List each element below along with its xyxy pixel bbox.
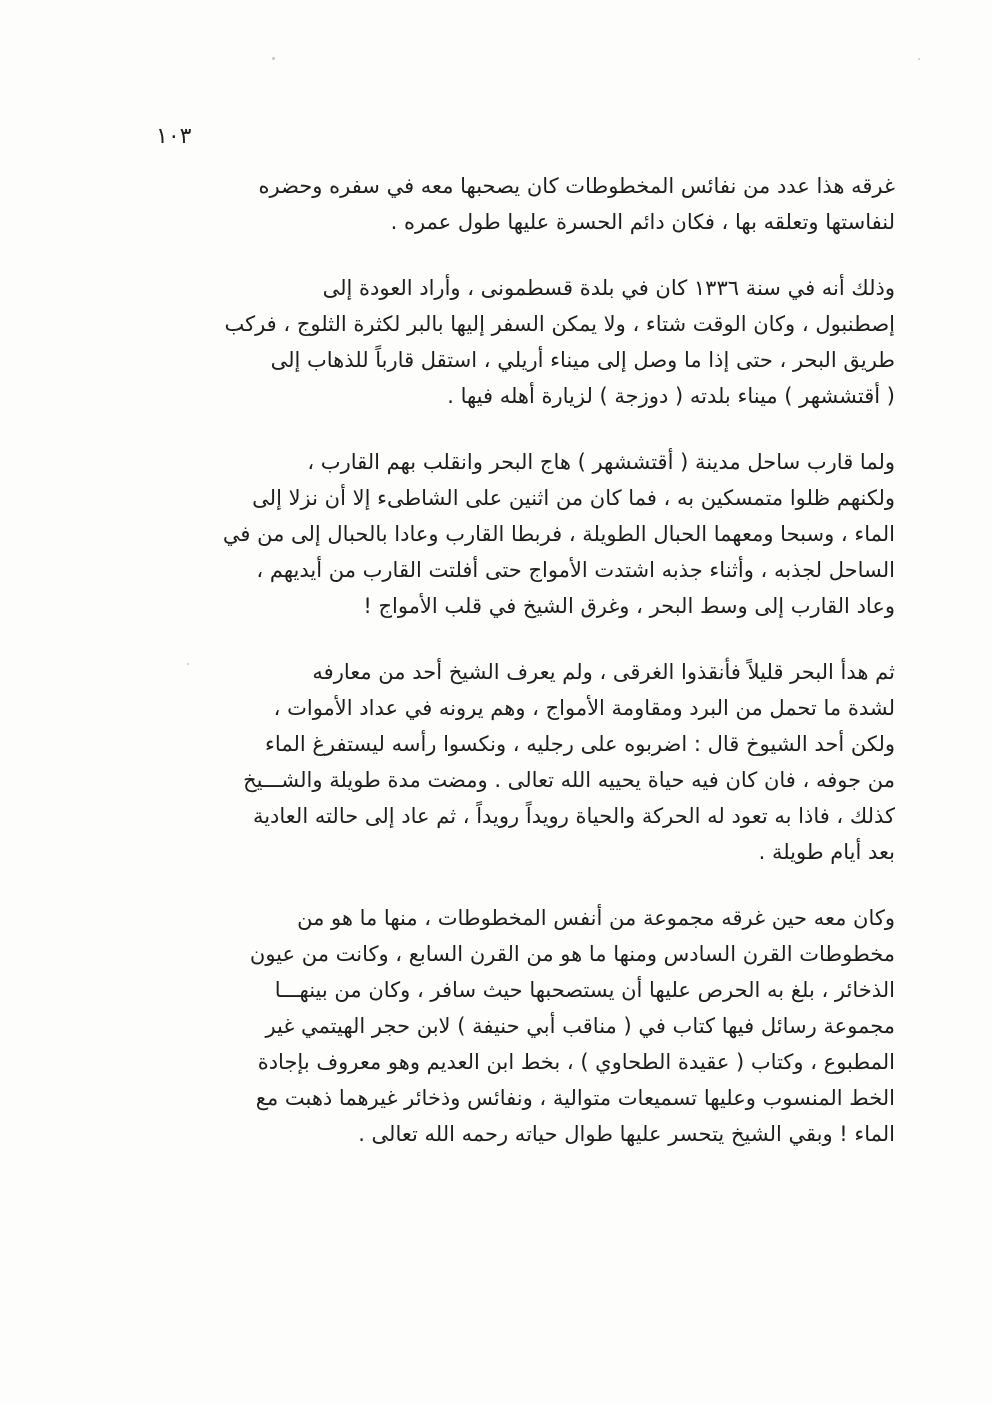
text-line: ولكنهم ظلوا متمسكين به ، فما كان من اثنين على الشاطىء إلا أن نزلا إلى [252,486,895,510]
body-text [155,168,895,1152]
text-line: إصطنبول ، وكان الوقت شتاء ، ولا يمكن السفر إليها بالبر لكثرة الثلوج ، فركب [224,312,895,336]
text-line: ولكن أحد الشيوخ قال : اضربوه على رجليه ، ونكسوا رأسه ليستفرغ الماء [265,732,895,756]
paragraph-2 [155,270,895,414]
text-line: ثم هدأ البحر قليلاً فأنقذوا الغرقى ، ولم يعرف الشيخ أحد من معارفه [312,660,895,684]
text-line: مخطوطات القرن السادس ومنها ما هو من القرن السابع ، وكانت من عيون [249,942,895,966]
text-line: ولما قارب ساحل مدينة ( أقتششهر ) هاج البحر وانقلب بهم القارب ، [307,450,895,474]
text-line: طريق البحر ، حتى إذا ما وصل إلى ميناء أريلي ، استقل قارباً للذهاب إلى [270,348,895,372]
scan-speck [272,57,275,60]
text-line: الماء ، وسبحا ومعهما الحبال الطويلة ، فربطا القارب وعادا بالحبال إلى من في [222,522,895,546]
text-line: غرقه هذا عدد من نفائس المخطوطات كان يصحبها معه في سفره وحضره [258,174,895,198]
text-line: وعاد القارب إلى وسط البحر ، وغرق الشيخ في قلب الأمواج ! [363,594,895,618]
paragraph-1 [155,168,895,240]
text-line: من جوفه ، فان كان فيه حياة يحييه الله تعالى . ومضت مدة طويلة والشـــيخ [243,768,895,792]
text-line: وذلك أنه في سنة ١٣٣٦ كان في بلدة قسطمونى ، وأراد العودة إلى [322,276,895,300]
text-line: لشدة ما تحمل من البرد ومقاومة الأمواج ، وهم يرونه في عداد الأموات ، [273,696,895,720]
text-line: الذخائر ، بلغ به الحرص عليها أن يستصحبها حيث سافر ، وكان من بينهـــا [274,978,895,1002]
text-line: لنفاستها وتعلقه بها ، فكان دائم الحسرة عليها طول عمره . [390,210,895,234]
page-number: ١٠٣ [156,124,192,149]
paragraph-4 [155,654,895,870]
text-line: ( أقتششهر ) ميناء بلدته ( دوزجة ) لزيارة أهله فيها . [447,384,895,408]
text-line: الماء ! وبقي الشيخ يتحسر عليها طوال حياته رحمه الله تعالى . [358,1122,895,1146]
text-line: الخط المنسوب وعليها تسميعات متوالية ، ونفائس وذخائر غيرهما ذهبت مع [255,1086,895,1110]
text-line: وكان معه حين غرقه مجموعة من أنفس المخطوطات ، منها ما هو من [297,906,895,930]
text-line: بعد أيام طويلة . [758,840,895,864]
paragraph-5 [155,900,895,1152]
text-line: مجموعة رسائل فيها كتاب في ( مناقب أبي حنيفة ) لابن حجر الهيتمي غير [265,1014,895,1038]
paragraph-3 [155,444,895,624]
scan-speck [918,58,920,60]
text-line: الساحل لجذبه ، وأثناء جذبه اشتدت الأمواج حتى أفلتت القارب من أيديهم ، [256,558,895,582]
text-line: المطبوع ، وكتاب ( عقيدة الطحاوي ) ، بخط ابن العديم وهو معروف بإجادة [257,1050,895,1074]
text-line: كذلك ، فاذا به تعود له الحركة والحياة رويداً رويداً ، ثم عاد إلى حالته العادية [252,804,895,828]
